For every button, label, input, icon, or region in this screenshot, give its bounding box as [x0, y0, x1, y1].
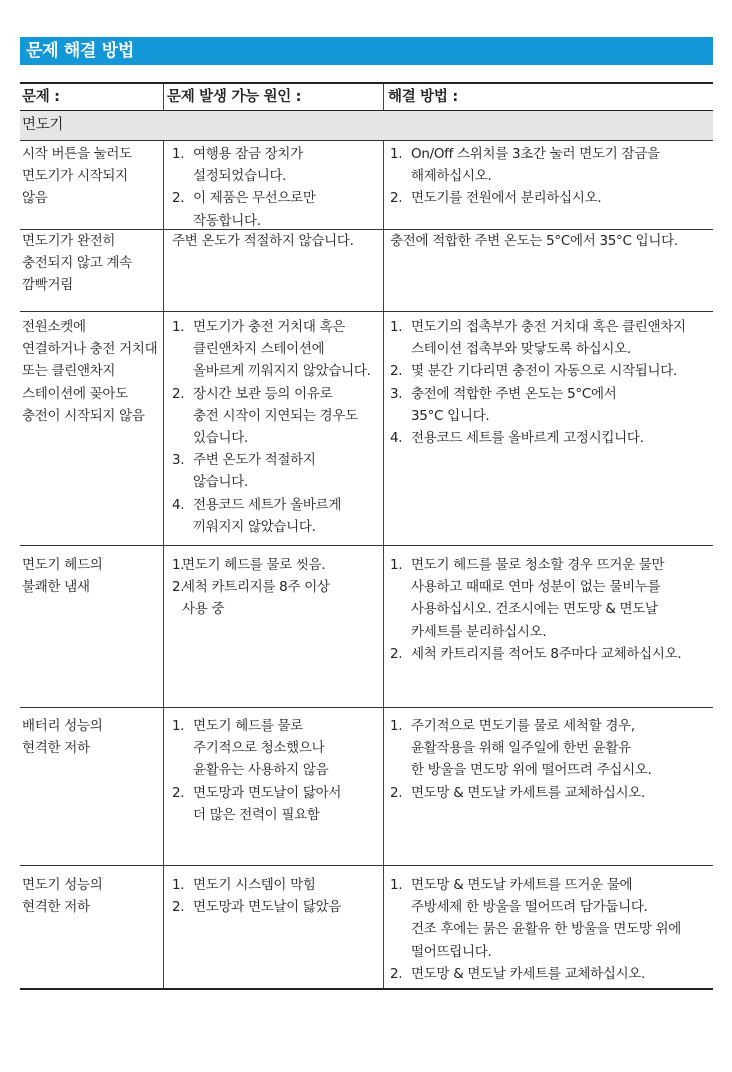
item-number: 2.	[390, 784, 403, 801]
cause-item-text	[193, 896, 341, 918]
solution-item	[390, 316, 713, 360]
table-row	[20, 312, 713, 546]
cause-item	[172, 782, 383, 826]
solution-item-text	[411, 643, 681, 665]
cause-item-text	[193, 715, 328, 782]
solution-item-line: 주방세제 한 방울을 떨어뜨려 담가둡니다.	[411, 899, 648, 916]
cause-item	[172, 316, 383, 383]
item-number: 1.	[390, 319, 403, 335]
solution-item-line: 충전에 적합한 주변 온도는 5°C에서	[411, 385, 617, 402]
cause-item	[172, 494, 383, 538]
table-row	[20, 708, 713, 866]
solution-item	[390, 427, 713, 449]
solutions-cell	[384, 866, 713, 988]
category-row: 면도기	[20, 111, 713, 141]
solution-item-line: 충전에 적합한 주변 온도는 5°C에서 35°C 입니다.	[390, 233, 678, 249]
cause-item-line: 작동합니다.	[193, 212, 261, 229]
solution-item	[390, 715, 713, 782]
cause-item	[172, 874, 383, 896]
cause-item	[172, 143, 383, 187]
cause-item-text	[172, 230, 354, 252]
solution-item-text	[411, 874, 681, 963]
solution-item-line: 한 방울을 면도망 위에 떨어뜨려 주십시오.	[411, 762, 652, 779]
solutions-cell	[384, 546, 713, 707]
solution-item-line: 전용코드 세트를 올바르게 고정시킵니다.	[411, 430, 644, 447]
cause-item	[172, 187, 383, 231]
solution-item-text	[390, 230, 678, 252]
problem-cell	[20, 708, 164, 865]
cause-item-text	[193, 494, 341, 538]
causes-cell	[164, 312, 384, 545]
cause-item-text	[193, 187, 316, 231]
problem-line: 연결하거나 충전 거치대	[22, 341, 158, 358]
solution-item	[390, 782, 713, 804]
item-number: 1.	[390, 718, 403, 734]
troubleshooting-table	[20, 82, 713, 990]
problem-cell	[20, 141, 164, 232]
cause-item-line: 장시간 보관 등의 이유로	[193, 385, 333, 402]
solution-item-text	[411, 782, 645, 804]
problem-cell	[20, 230, 164, 311]
item-number: 2.	[172, 190, 185, 207]
item-number: 2.	[172, 385, 185, 402]
solution-item-text	[411, 143, 660, 187]
item-number: 2.	[172, 579, 185, 596]
item-number: 3.	[172, 452, 185, 469]
cause-item-text	[193, 449, 316, 493]
cause-item-line: 면도망과 면도날이 닳아서	[193, 784, 342, 801]
section-title-bar	[20, 37, 713, 65]
table-header-row	[20, 82, 713, 111]
item-number: 2.	[390, 190, 403, 207]
causes-cell	[164, 141, 384, 232]
cause-item-text	[193, 143, 303, 187]
solution-item	[390, 874, 713, 963]
cause-item	[172, 230, 383, 252]
problem-line: 현격한 저하	[22, 740, 90, 757]
cause-item-line: 면도기가 충전 거치대 혹은	[193, 319, 346, 335]
solution-item-text	[411, 187, 601, 209]
solution-item-line: 스테이션 접촉부와 맞닿도록 하십시오.	[411, 341, 631, 358]
causes-cell	[164, 230, 384, 311]
cause-item-line: 설정되었습니다.	[193, 168, 287, 185]
cause-item	[172, 715, 383, 782]
solution-item-text	[411, 360, 677, 382]
cause-item-text	[193, 316, 371, 383]
item-number: 1.	[172, 146, 185, 162]
cause-item-line: 주기적으로 청소했으나	[193, 740, 325, 757]
solution-item	[390, 554, 713, 643]
header-solutions: 해결 방법 :	[388, 89, 458, 105]
causes-cell	[164, 866, 384, 988]
problem-line: 배터리 성능의	[22, 718, 103, 734]
header-causes: 문제 발생 가능 원인 :	[164, 84, 384, 110]
solution-item-line: 면도기의 접촉부가 충전 거치대 혹은 클린앤차지	[411, 319, 686, 335]
cause-item-line: 충전 시작이 지연되는 경우도	[193, 407, 358, 424]
cause-item	[172, 554, 383, 576]
solutions-cell	[384, 230, 713, 311]
item-number: 4.	[172, 496, 185, 513]
solution-item-line: 건조 후에는 묽은 윤활유 한 방울을 면도망 위에	[411, 921, 682, 938]
item-number: 1.	[172, 718, 185, 734]
solution-item-line: 면도기를 전원에서 분리하십시오.	[411, 190, 602, 207]
table-row	[20, 230, 713, 312]
cause-item-line: 주변 온도가 적절하지 않습니다.	[172, 233, 354, 249]
item-number: 2.	[390, 645, 403, 662]
item-number: 2.	[172, 784, 185, 801]
solution-item-line: 떨어뜨립니다.	[411, 943, 492, 960]
header-problem: 문제 :	[20, 84, 164, 110]
cause-item	[172, 576, 383, 620]
solutions-cell	[384, 141, 713, 232]
cause-item-text	[193, 782, 341, 826]
cause-item-text	[182, 554, 325, 576]
cause-item-line: 올바르게 끼워지지 않았습니다.	[193, 363, 371, 380]
problem-line: 불쾌한 냄새	[22, 579, 90, 596]
item-number: 4.	[390, 430, 403, 447]
problem-cell	[20, 866, 164, 988]
table-body	[20, 141, 713, 990]
item-number: 1.	[172, 877, 185, 893]
cause-item-line: 클린앤차지 스테이션에	[193, 341, 325, 358]
solutions-cell	[384, 708, 713, 865]
solution-item	[390, 963, 713, 985]
problem-line: 면도기 헤드의	[22, 557, 103, 573]
cause-item-line: 주변 온도가 적절하지	[193, 452, 316, 469]
cause-item-line: 더 많은 전력이 필요함	[193, 806, 320, 823]
problem-line: 깜빡거림	[22, 277, 73, 294]
cause-item-line: 면도기 시스템이 막힘	[193, 877, 316, 893]
problem-line: 스테이션에 꽂아도	[22, 385, 128, 402]
solution-item-text	[411, 316, 686, 360]
cause-item-text	[193, 874, 316, 896]
cause-item-line: 면도망과 면도날이 닳았음	[193, 899, 342, 916]
cause-item	[172, 383, 383, 450]
solution-item-line: 세척 카트리지를 적어도 8주마다 교체하십시오.	[411, 645, 682, 662]
solution-item-line: On/Off 스위치를 3초간 눌러 면도기 잠금을	[411, 146, 660, 162]
solution-item-text	[411, 554, 664, 643]
item-number: 1.	[172, 319, 185, 335]
problem-line: 면도기 성능의	[22, 877, 103, 893]
solution-item	[390, 143, 713, 187]
cause-item-line: 이 제품은 무선으로만	[193, 190, 316, 207]
solutions-cell	[384, 312, 713, 545]
solution-item-line: 35°C 입니다.	[411, 407, 490, 424]
item-number: 2.	[390, 965, 403, 982]
problem-cell	[20, 312, 164, 545]
solution-item-text	[411, 383, 616, 427]
solution-item-text	[411, 427, 644, 449]
causes-cell	[164, 708, 384, 865]
cause-item-line: 세척 카트리지를 8주 이상	[182, 579, 330, 596]
solution-item-line: 면도기 헤드를 물로 청소할 경우 뜨거운 물만	[411, 557, 665, 573]
solution-item-line: 사용하고 때때로 연마 성분이 없는 물비누를	[411, 579, 661, 596]
item-number: 2.	[172, 899, 185, 916]
cause-item-line: 전용코드 세트가 올바르게	[193, 496, 342, 513]
solution-item-line: 몇 분간 기다리면 충전이 자동으로 시작됩니다.	[411, 363, 678, 380]
cause-item-line: 있습니다.	[193, 430, 248, 447]
solution-item-line: 면도망 & 면도날 카세트를 교체하십시오.	[411, 784, 646, 801]
problem-line: 면도기가 시작되지	[22, 168, 128, 185]
cause-item-text	[182, 576, 330, 620]
item-number: 1.	[172, 557, 185, 573]
cause-item-line: 사용 중	[182, 601, 225, 618]
solution-item-text	[411, 963, 645, 985]
item-number: 1.	[390, 557, 403, 573]
cause-item-line: 여행용 잠금 장치가	[193, 146, 303, 162]
table-row	[20, 141, 713, 230]
cause-item-line: 면도기 헤드를 물로	[193, 718, 303, 734]
problem-line: 면도기가 완전히	[22, 233, 116, 249]
cause-item-line: 윤활유는 사용하지 않음	[193, 762, 329, 779]
solution-item-line: 주기적으로 면도기를 물로 세척할 경우,	[411, 718, 635, 734]
item-number: 1.	[390, 146, 403, 162]
cause-item-line: 면도기 헤드를 물로 씻음.	[182, 557, 326, 573]
table-row	[20, 546, 713, 708]
item-number: 2.	[390, 363, 403, 380]
cause-item	[172, 896, 383, 918]
solution-item	[390, 187, 713, 209]
solution-item-line: 카세트를 분리하십시오.	[411, 623, 547, 640]
solution-item-line: 면도망 & 면도날 카세트를 뜨거운 물에	[411, 877, 633, 893]
solution-item	[390, 360, 713, 382]
solution-item-text	[411, 715, 652, 782]
page-title: 문제 해결 방법	[26, 41, 134, 61]
table-row	[20, 866, 713, 990]
cause-item-line: 끼워지지 않았습니다.	[193, 518, 316, 535]
solution-item	[390, 230, 713, 252]
solution-item-line: 사용하십시오. 건조시에는 면도망 & 면도날	[411, 601, 658, 618]
cause-item-text	[193, 383, 358, 450]
solution-item-line: 윤활작용을 위해 일주일에 한번 윤활유	[411, 740, 631, 757]
problem-line: 충전이 시작되지 않음	[22, 407, 145, 424]
solution-item	[390, 383, 713, 427]
problem-line: 현격한 저하	[22, 899, 90, 916]
problem-line: 충전되지 않고 계속	[22, 255, 132, 272]
problem-line: 않음	[22, 190, 48, 207]
cause-item	[172, 449, 383, 493]
problem-line: 시작 버튼을 눌러도	[22, 146, 132, 162]
solution-item	[390, 643, 713, 665]
solution-item-line: 면도망 & 면도날 카세트를 교체하십시오.	[411, 965, 646, 982]
causes-cell	[164, 546, 384, 707]
item-number: 1.	[390, 877, 403, 893]
problem-cell	[20, 546, 164, 707]
solution-item-line: 해제하십시오.	[411, 168, 492, 185]
problem-line: 전원소켓에	[22, 319, 86, 335]
item-number: 3.	[390, 385, 403, 402]
cause-item-line: 않습니다.	[193, 474, 248, 491]
problem-line: 또는 클린앤차지	[22, 363, 116, 380]
